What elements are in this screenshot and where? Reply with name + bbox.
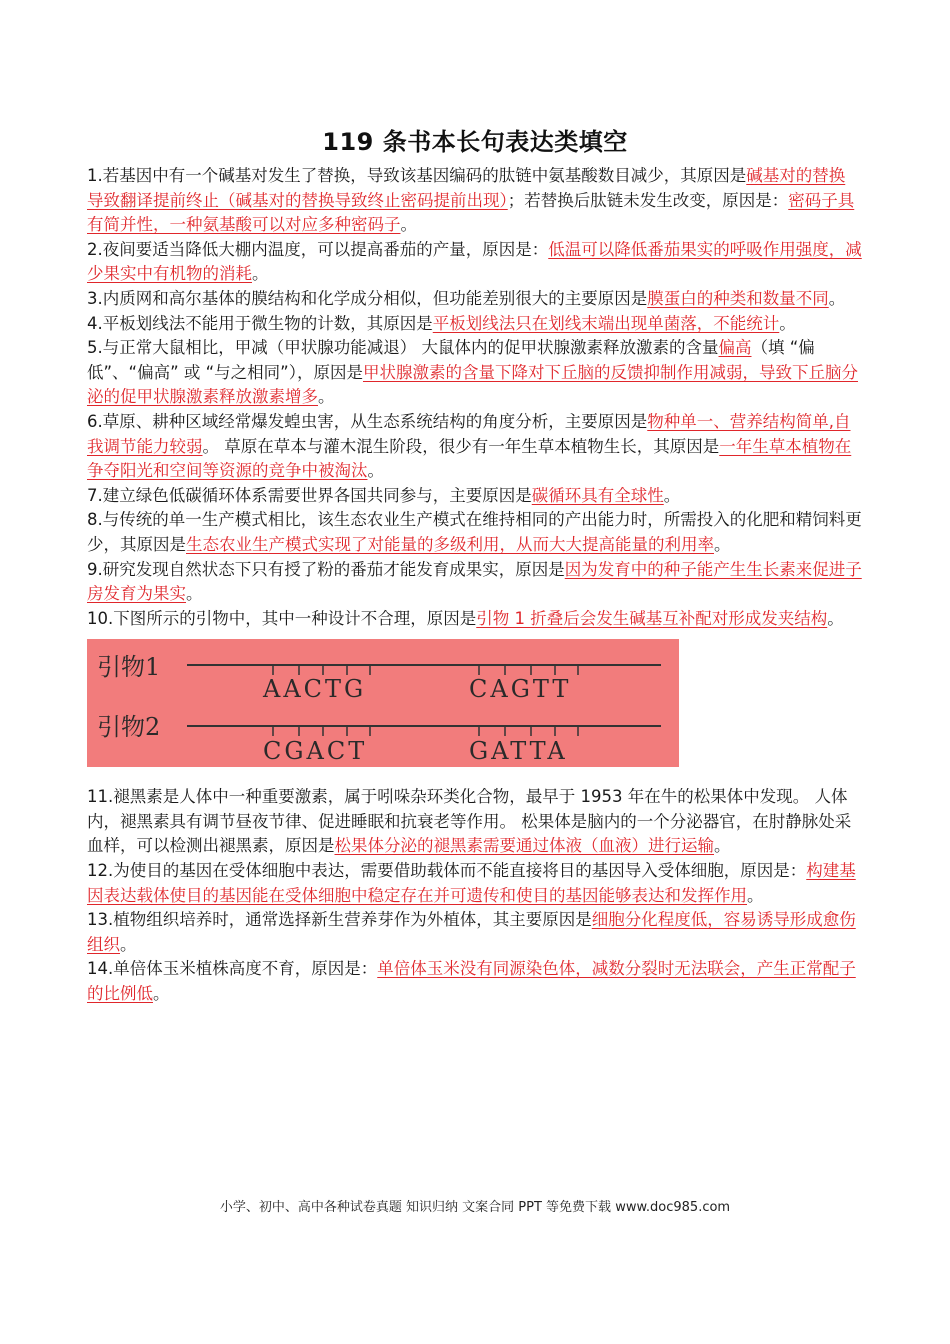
question-item: 13.植物组织培养时，通常选择新生营养芽作为外植体，其主要原因是细胞分化程度低，容易诱导形成愈伤组织。 (87, 910, 856, 954)
question-item: 6.草原、耕种区域经常爆发蝗虫害，从生态系统结构的角度分析，主要原因是物种单一、营养结构简单,自我调节能力较弱。 草原在草本与灌木混生阶段，很少有一年生草本植物生长，其原因是一年生草本植物在争夺阳光和空间等资源的竞争中被淘汰。 (87, 411, 852, 481)
primer2-ticks (273, 726, 578, 736)
question-item: 3.内质网和高尔基体的膜结构和化学成分相似，但功能差别很大的主要原因是膜蛋白的种类和数量不同。 (87, 288, 846, 308)
question-item: 10.下图所示的引物中，其中一种设计不合理，原因是引物 1 折叠后会发生碱基互补配对形成发夹结构。 (87, 608, 844, 628)
question-item: 2.夜间要适当降低大棚内温度，可以提高番茄的产量，原因是：低温可以降低番茄果实的呼吸作用强度，减少果实中有机物的消耗。 (87, 239, 862, 284)
question-item: 8.与传统的单一生产模式相比，该生态农业生产模式在维持相同的产出能力时，所需投入的化肥和精饲料更少，其原因是生态农业生产模式实现了对能量的多级利用，从而大大提高能量的利用率。 (87, 510, 862, 554)
primer2-seq1: CGACT (263, 737, 368, 766)
primer1-label: 引物1 (97, 653, 161, 682)
question-item: 12.为使目的基因在受体细胞中表达，需要借助载体而不能直接将目的基因导入受体细胞，原因是：构建基因表达载体使目的基因能在受体细胞中稳定存在并可遗传和使目的基因能够表达和发挥作用。 (87, 861, 856, 905)
primer2-seq2: GATTA (469, 737, 568, 766)
primer1-seq2: CAGTT (469, 675, 572, 704)
question-item: 4.平板划线法不能用于微生物的计数，其原因是平板划线法只在划线末端出现单菌落，不能统计。 (87, 313, 796, 333)
primer2-label: 引物2 (97, 713, 161, 742)
primer-figure (87, 639, 679, 767)
page-title: 119 条书本长句表达类填空 (322, 128, 628, 156)
question-item: 9.研究发现自然状态下只有授了粉的番茄才能发育成果实，原因是因为发育中的种子能产生生长素来促进子房发育为果实。 (87, 559, 862, 604)
question-item: 1.若基因中有一个碱基对发生了替换，导致该基因编码的肽链中氨基酸数目减少，其原因是碱基对的替换 导致翻译提前终止（碱基对的替换导致终止密码提前出现）；若替换后肽链未发生改变，原因是：密码子具有简并性，一种氨基酸可以对应多种密码子。 (87, 166, 855, 235)
primer-diagram (87, 639, 679, 767)
question-item: 5.与正常大鼠相比，甲减（甲状腺功能减退） 大鼠体内的促甲状腺激素释放激素的含量偏高（填 “偏低”、“偏高” 或 “与之相同”），原因是甲状腺激素的含量下降对下丘脑的反馈抑制作用减弱，导致下丘脑分泌的促甲状腺激素释放激素增多。 (87, 338, 858, 407)
primer1-seq1: AACTG (263, 675, 367, 704)
question-item: 11.褪黑素是人体中一种重要激素，属于吲哚杂环类化合物，最早于 1953 年在牛的松果体中发现。 人体内，褪黑素具有调节昼夜节律、促进睡眠和抗衰老等作用。 松果体是脑内的一个分泌器官，在肘静脉处采血样，可以检测出褪黑素，原因是松果体分泌的褪黑素需要通过体液（血液）进行运输。 (87, 787, 852, 856)
question-item: 7.建立绿色低碳循环体系需要世界各国共同参与，主要原因是碳循环具有全球性。 (87, 485, 681, 505)
page-footer: 小学、初中、高中各种试卷真题 知识归纳 文案合同 PPT 等免费下载 www.doc985.com (219, 1200, 731, 1215)
question-list (87, 164, 865, 1007)
primer1-ticks (273, 665, 578, 675)
question-item: 14.单倍体玉米植株高度不育，原因是：单倍体玉米没有同源染色体，减数分裂时无法联会，产生正常配子的比例低。 (87, 959, 856, 1004)
